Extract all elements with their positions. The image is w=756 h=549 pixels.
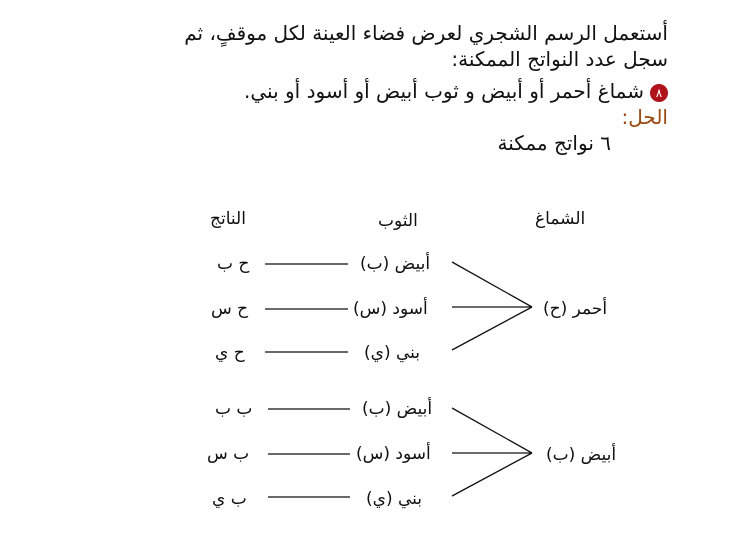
solution-label: الحل:	[621, 105, 668, 129]
thobe-label: بني (ي)	[366, 489, 423, 509]
branch-line	[452, 453, 532, 496]
thobe-label: أسود (س)	[356, 444, 431, 464]
problem-item-text: شماغ أحمر أو أبيض و ثوب أبيض أو أسود أو بني.	[244, 79, 644, 103]
problem-line-2: سجل عدد النواتج الممكنة:	[451, 47, 668, 71]
branch-line	[452, 408, 532, 453]
shemagh-label: أبيض (ب)	[546, 445, 617, 465]
branch-line	[452, 262, 532, 307]
outcome-label: ب س	[207, 444, 250, 464]
thobe-label: بني (ي)	[364, 343, 421, 363]
outcome-label: ب ب	[215, 399, 253, 419]
thobe-label: أسود (س)	[353, 299, 428, 319]
outcome-label: ب ي	[212, 489, 247, 509]
outcome-label: ح ي	[215, 343, 245, 363]
question-number-badge: ٨	[650, 84, 668, 102]
outcome-label: ح ب	[217, 254, 250, 274]
problem-line-1: أستعمل الرسم الشجري لعرض فضاء العينة لكل موقفٍ، ثم	[184, 21, 668, 45]
thobe-label: أبيض (ب)	[362, 399, 433, 419]
outcome-label: ح س	[211, 299, 249, 319]
outcome-count: ٦ نواتج ممكنة	[497, 131, 611, 155]
branch-line	[452, 307, 532, 350]
shemagh-label: أحمر (ح)	[543, 299, 608, 319]
header-thobe: الثوب	[378, 211, 418, 231]
header-shemagh: الشماغ	[535, 209, 586, 229]
thobe-label: أبيض (ب)	[360, 254, 431, 274]
header-outcome: الناتج	[210, 209, 246, 229]
